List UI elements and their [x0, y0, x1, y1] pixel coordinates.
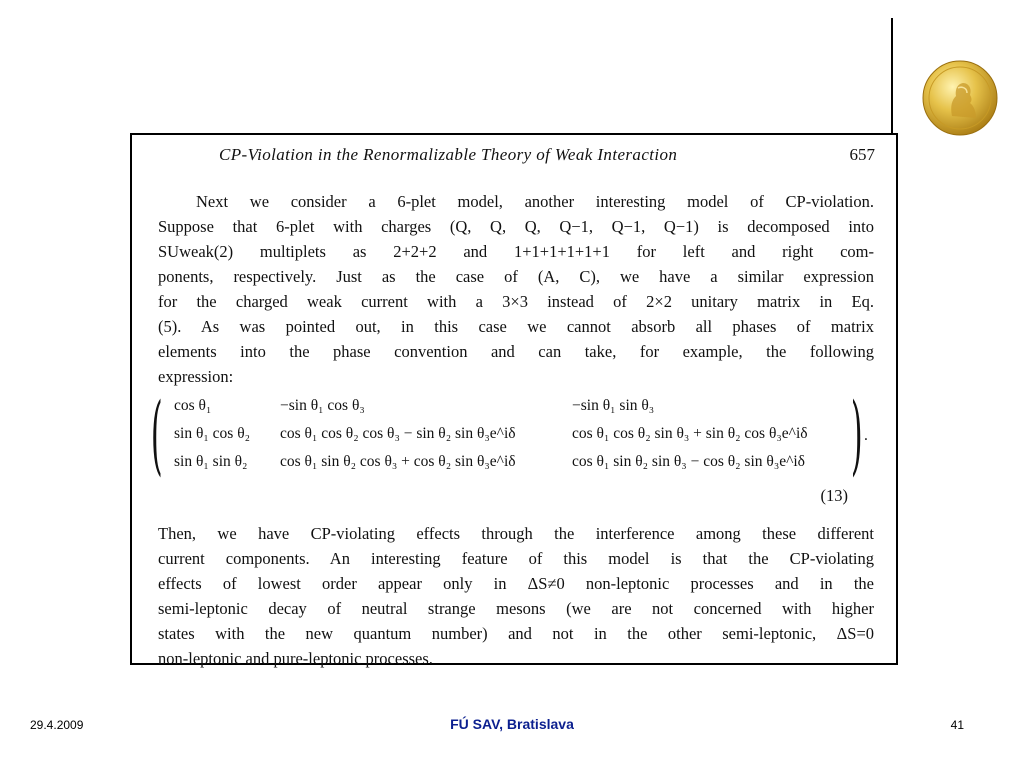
page-header [219, 145, 875, 165]
equation-number: (13) [820, 486, 848, 505]
header-page-number: 657 [849, 145, 875, 164]
footer-institution: FÚ SAV, Bratislava [450, 716, 574, 732]
matrix-cell: cos θ₁ [174, 397, 212, 414]
matrix-cell: −sin θ₁ cos θ₃ [280, 397, 365, 414]
unitary-matrix [150, 385, 874, 485]
paragraph-line: expression: [158, 367, 234, 386]
scanned-page [130, 133, 898, 668]
paragraph-line: elements into the phase convention and can take, for example, the following [158, 342, 874, 361]
matrix-cell: −sin θ₁ sin θ₃ [572, 397, 655, 414]
nobel-medal-icon [922, 60, 998, 136]
footer-date: 29.4.2009 [30, 718, 84, 732]
matrix-cell: cos θ₁ cos θ₂ cos θ₃ − sin θ₂ sin θ₃e^iδ [280, 425, 516, 442]
matrix-cell: cos θ₁ sin θ₂ cos θ₃ + cos θ₂ sin θ₃e^iδ [280, 453, 516, 470]
paragraph-line: (5). As was pointed out, in this case we cannot absorb all phases of matrix [158, 317, 874, 336]
paragraph-line: current components. An interesting feature of this model is that the CP-violating [158, 549, 874, 568]
paragraph-2 [158, 521, 874, 671]
slide-number: 41 [950, 718, 964, 732]
matrix-right-paren: ) [850, 385, 863, 485]
paragraph-line: Suppose that 6-plet with charges (Q, Q, Q, Q−1, Q−1, Q−1) is decomposed into [158, 217, 874, 236]
paragraph-line: semi-leptonic decay of neutral strange mesons (we are not concerned with higher [158, 599, 874, 618]
vertical-divider [891, 18, 893, 134]
matrix-cell: cos θ₁ cos θ₂ sin θ₃ + sin θ₂ cos θ₃e^iδ [572, 425, 808, 442]
matrix-cell: cos θ₁ sin θ₂ sin θ₃ − cos θ₂ sin θ₃e^iδ [572, 453, 805, 470]
paragraph-line: Next we consider a 6-plet model, another interesting model of CP-violation. [196, 192, 874, 211]
paragraph-line: effects of lowest order appear only in ΔS≠0 non-leptonic processes and in the [158, 574, 874, 593]
matrix-left-paren: ( [150, 385, 163, 485]
paragraph-line: Then, we have CP-violating effects through the interference among these different [158, 524, 874, 543]
matrix-cell: sin θ₁ sin θ₂ [174, 453, 248, 470]
paragraph-line: states with the new quantum number) and not in the other semi-leptonic, ΔS=0 [158, 624, 874, 643]
paragraph-line: non-leptonic and pure-leptonic processes. [158, 649, 433, 668]
matrix-trailing-dot: . [864, 427, 868, 444]
paragraph-1 [158, 189, 874, 389]
paragraph-line: for the charged weak current with a 3×3 instead of 2×2 unitary matrix in Eq. [158, 292, 874, 311]
paragraph-line: ponents, respectively. Just as the case of (A, C), we have a similar expression [158, 267, 874, 286]
paragraph-line: SUweak(2) multiplets as 2+2+2 and 1+1+1+1+1+1 for left and right com- [158, 242, 874, 261]
matrix-cell: sin θ₁ cos θ₂ [174, 425, 251, 442]
header-title: CP-Violation in the Renormalizable Theory of Weak Interaction [219, 145, 678, 164]
